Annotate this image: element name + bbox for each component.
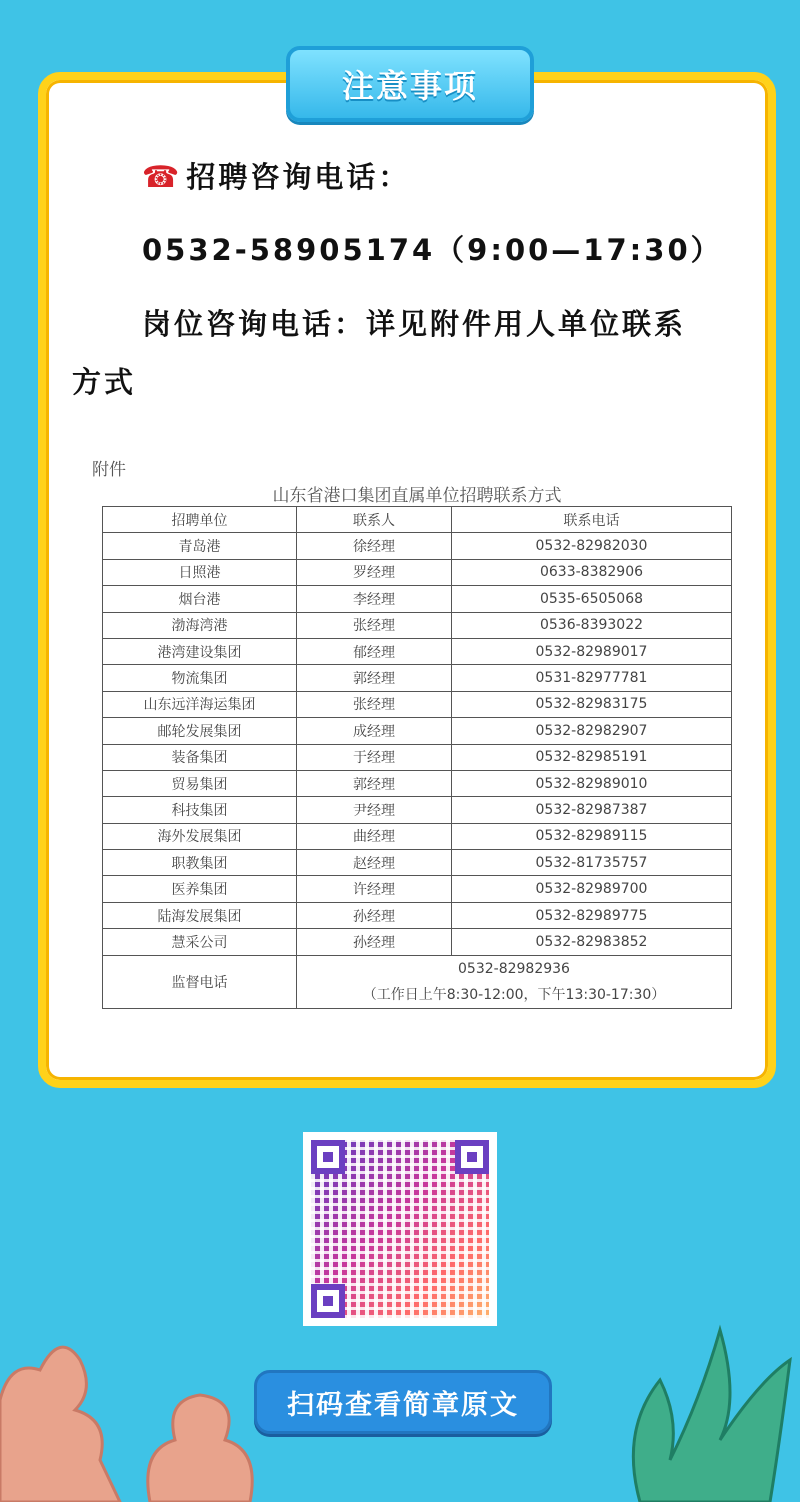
- phone-cell: 0536-8393022: [452, 612, 732, 638]
- unit-cell: 陆海发展集团: [103, 902, 297, 928]
- unit-cell: 山东远洋海运集团: [103, 691, 297, 717]
- contact-cell: 李经理: [297, 586, 452, 612]
- supervision-hours: （工作日上午8:30-12:00，下午13:30-17:30）: [362, 986, 666, 1003]
- table-row: [103, 718, 732, 744]
- qr-finder-bottom-left: [311, 1284, 345, 1318]
- contact-cell: 尹经理: [297, 797, 452, 823]
- phone-cell: 0532-82982030: [452, 533, 732, 559]
- table-row: [103, 902, 732, 928]
- table-row: [103, 665, 732, 691]
- unit-cell: 港湾建设集团: [103, 638, 297, 664]
- supervision-number: 0532-82982936: [458, 960, 570, 977]
- table-row: [103, 744, 732, 770]
- scan-original-button[interactable]: 扫码查看简章原文: [254, 1370, 552, 1434]
- phone-cell: 0531-82977781: [452, 665, 732, 691]
- table-row: [103, 559, 732, 585]
- unit-cell: 医养集团: [103, 876, 297, 902]
- contacts-table: [102, 506, 732, 1009]
- attachment-label: 附件: [92, 460, 126, 480]
- contact-cell: 郁经理: [297, 638, 452, 664]
- table-row: [103, 876, 732, 902]
- contact-cell: 徐经理: [297, 533, 452, 559]
- unit-cell: 日照港: [103, 559, 297, 585]
- contact-cell: 张经理: [297, 691, 452, 717]
- phone-cell: 0532-81735757: [452, 850, 732, 876]
- consult-label: 招聘咨询电话：: [186, 160, 411, 194]
- contact-cell: 罗经理: [297, 559, 452, 585]
- table-row: [103, 612, 732, 638]
- unit-cell: 邮轮发展集团: [103, 718, 297, 744]
- phone-cell: 0532-82982907: [452, 718, 732, 744]
- qr-finder-top-right: [455, 1140, 489, 1174]
- table-row: [103, 586, 732, 612]
- unit-cell: 物流集团: [103, 665, 297, 691]
- table-row: [103, 533, 732, 559]
- unit-cell: 贸易集团: [103, 770, 297, 796]
- table-row: [103, 770, 732, 796]
- phone-cell: 0532-82989010: [452, 770, 732, 796]
- phone-cell: 0532-82983852: [452, 929, 732, 955]
- table-row: [103, 823, 732, 849]
- contact-cell: 许经理: [297, 876, 452, 902]
- phone-cell: 0532-82989115: [452, 823, 732, 849]
- supervision-cell: [297, 955, 732, 1008]
- contact-cell: 曲经理: [297, 823, 452, 849]
- unit-cell: 青岛港: [103, 533, 297, 559]
- post-line1: 岗位咨询电话：详见附件用人单位联系: [142, 307, 687, 341]
- table-row: [103, 797, 732, 823]
- phone-cell: 0535-6505068: [452, 586, 732, 612]
- unit-cell: 烟台港: [103, 586, 297, 612]
- phone-cell: 0532-82983175: [452, 691, 732, 717]
- unit-cell: 科技集团: [103, 797, 297, 823]
- post-line2: 方式: [72, 365, 137, 399]
- qr-code[interactable]: [303, 1132, 497, 1326]
- contact-cell: 郭经理: [297, 770, 452, 796]
- phone-cell: 0633-8382906: [452, 559, 732, 585]
- contact-cell: 孙经理: [297, 929, 452, 955]
- consult-line: [142, 155, 410, 196]
- phone-icon: ☎: [142, 160, 183, 195]
- table-row: [103, 929, 732, 955]
- phone-cell: 0532-82989775: [452, 902, 732, 928]
- header-phone: 联系电话: [452, 507, 732, 533]
- phone-cell: 0532-82989017: [452, 638, 732, 664]
- supervision-label: 监督电话: [103, 955, 297, 1008]
- qr-finder-top-left: [311, 1140, 345, 1174]
- phone-cell: 0532-82987387: [452, 797, 732, 823]
- contact-cell: 张经理: [297, 612, 452, 638]
- unit-cell: 装备集团: [103, 744, 297, 770]
- unit-cell: 海外发展集团: [103, 823, 297, 849]
- header-unit: 招聘单位: [103, 507, 297, 533]
- notice-badge: 注意事项: [286, 46, 534, 122]
- contact-cell: 郭经理: [297, 665, 452, 691]
- header-contact: 联系人: [297, 507, 452, 533]
- table-header-row: [103, 507, 732, 533]
- supervision-row: [103, 955, 732, 1008]
- seaweed-decoration: [633, 1330, 790, 1502]
- unit-cell: 渤海湾港: [103, 612, 297, 638]
- table-row: [103, 850, 732, 876]
- unit-cell: 职教集团: [103, 850, 297, 876]
- contact-cell: 孙经理: [297, 902, 452, 928]
- contact-cell: 成经理: [297, 718, 452, 744]
- contact-cell: 赵经理: [297, 850, 452, 876]
- coral-decoration: [0, 1347, 252, 1502]
- phone-cell: 0532-82985191: [452, 744, 732, 770]
- unit-cell: 慧采公司: [103, 929, 297, 955]
- contact-cell: 于经理: [297, 744, 452, 770]
- table-row: [103, 638, 732, 664]
- table-row: [103, 691, 732, 717]
- table-title: 山东省港口集团直属单位招聘联系方式: [272, 486, 562, 506]
- phone-cell: 0532-82989700: [452, 876, 732, 902]
- consult-number: 0532-58905174（9:00—17:30）: [142, 233, 723, 267]
